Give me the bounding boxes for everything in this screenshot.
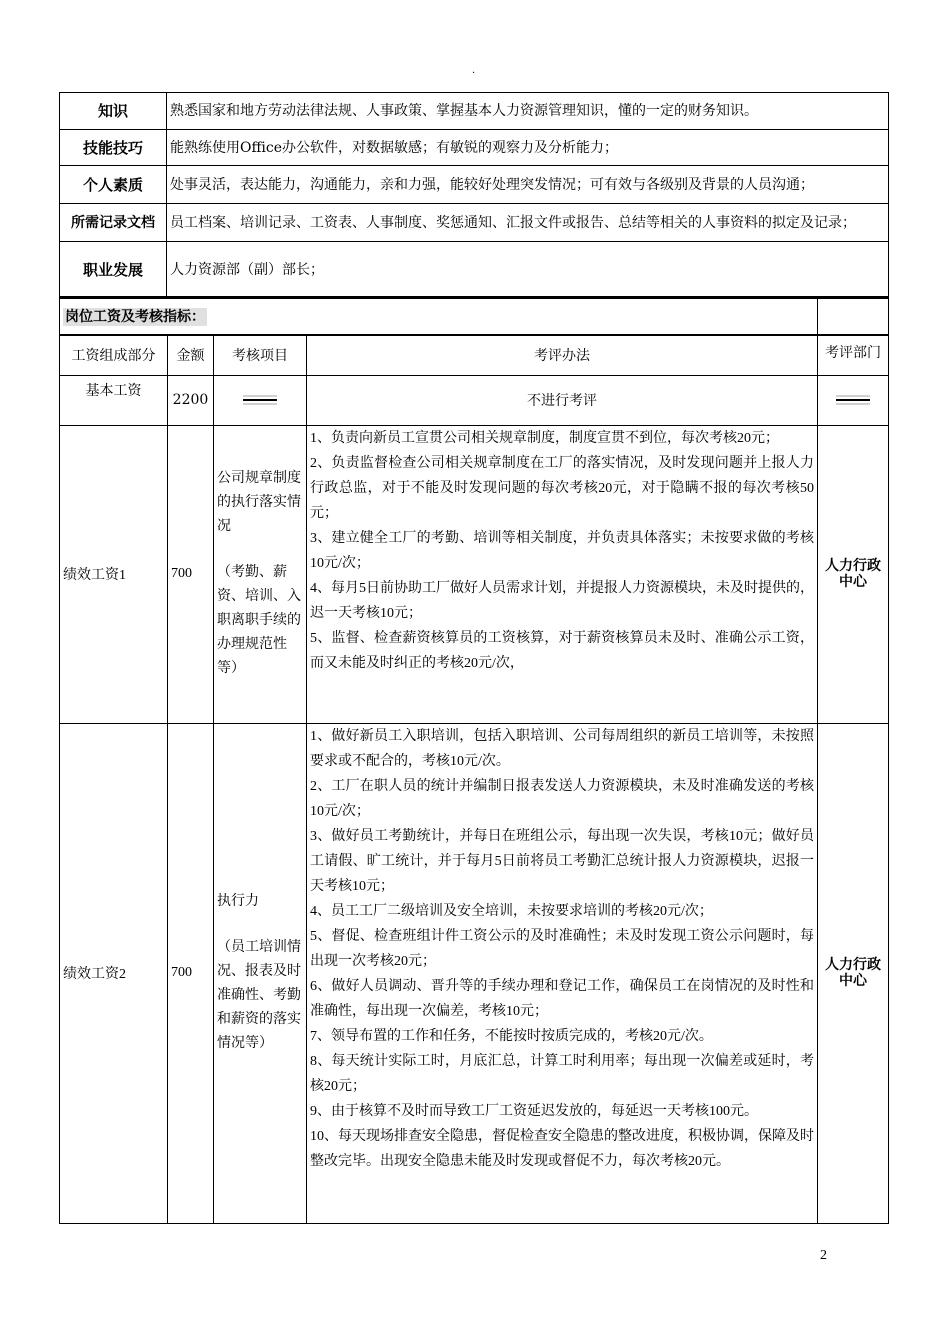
- table-header-row: [60, 335, 889, 375]
- criteria-item: 1、负责向新员工宣贯公司相关规章制度，制度宣贯不到位，每次考核20元；: [310, 430, 779, 446]
- criteria-item: 5、督促、检查班组计件工资公示的及时准确性；未及时发现工资公示问题时，每出现一次考核20元；: [310, 928, 814, 969]
- section-title-cell: [60, 297, 818, 335]
- perf2-amount: 700: [168, 723, 214, 1223]
- requirement-label: 职业发展: [60, 242, 167, 299]
- requirements-table: [59, 92, 889, 299]
- requirement-row: [60, 130, 889, 166]
- header-method: 考评办法: [307, 335, 818, 375]
- perf1-amount: 700: [168, 425, 214, 723]
- header-mark: ·: [472, 68, 476, 79]
- base-method: 不进行考评: [307, 375, 818, 425]
- page-number: 2: [820, 1248, 827, 1263]
- criteria-item: 2、负责监督检查公司相关规章制度在工厂的落实情况，及时发现问题并上报人力行政总监，对于不能及时发现问题的每次考核20元，对于隐瞒不报的每次考核50元；: [310, 455, 814, 521]
- requirement-value: 熟悉国家和地方劳动法律法规、人事政策、掌握基本人力资源管理知识，懂的一定的财务知识。: [167, 93, 889, 130]
- criteria-item: 3、建立健全工厂的考勤、培训等相关制度，并负责具体落实；未按要求做的考核10元/次；: [310, 530, 814, 571]
- requirement-row: [60, 166, 889, 204]
- header-amount: 金额: [168, 335, 214, 375]
- requirement-label: 知识: [60, 93, 167, 130]
- criteria-item: 2、工厂在职人员的统计并编制日报表发送人力资源模块，未及时准确发送的考核10元/次；: [310, 778, 814, 819]
- perf1-item-main: 公司规章制度的执行落实情况: [217, 471, 301, 534]
- perf1-row: [60, 425, 889, 723]
- no-dept-dash: [818, 375, 889, 425]
- requirement-value: 处事灵活，表达能力，沟通能力，亲和力强，能较好处理突发情况；可有效与各级别及背景的人员沟通；: [167, 166, 889, 204]
- criteria-item: 8、每天统计实际工时，月底汇总，计算工时利用率；每出现一次偏差或延时，考核20元；: [310, 1053, 814, 1094]
- requirement-label: 个人素质: [60, 166, 167, 204]
- header-component: 工资组成部分: [60, 335, 168, 375]
- perf2-dept: 人力行政中心: [818, 723, 889, 1223]
- base-amount: 2200: [168, 375, 214, 425]
- perf2-row: [60, 723, 889, 1223]
- header-item: 考核项目: [214, 335, 307, 375]
- requirement-value: 人力资源部（副）部长；: [167, 242, 889, 299]
- criteria-item: 6、做好人员调动、晋升等的手续办理和登记工作，确保员工在岗情况的及时性和准确性，每出现一次偏差，考核10元；: [310, 978, 814, 1019]
- criteria-item: 4、员工工厂二级培训及安全培训，未按要求培训的考核20元/次；: [310, 903, 713, 919]
- requirement-value: 能熟练使用Office办公软件，对数据敏感；有敏锐的观察力及分析能力；: [167, 130, 889, 166]
- requirement-label: 技能技巧: [60, 130, 167, 166]
- section-title: 岗位工资及考核指标：: [65, 309, 205, 325]
- criteria-item: 5、监督、检查薪资核算员的工资核算，对于薪资核算员未及时、准确公示工资，而又未能及时纠正的考核20元/次，: [310, 630, 814, 671]
- perf1-criteria: [307, 425, 818, 723]
- perf1-component: 绩效工资1: [60, 425, 168, 723]
- criteria-item: 4、每月5日前协助工厂做好人员需求计划，并提报人力资源模块，未及时提供的，迟一天考核10元；: [310, 580, 814, 621]
- requirement-row: [60, 242, 889, 299]
- no-item-dash: [214, 375, 307, 425]
- criteria-item: 9、由于核算不及时而导致工厂工资延迟发放的，每延迟一天考核100元。: [310, 1103, 758, 1119]
- perf2-item-main: 执行力: [217, 894, 259, 909]
- criteria-item: 7、领导布置的工作和任务，不能按时按质完成的，考核20元/次。: [310, 1028, 713, 1044]
- criteria-item: 3、做好员工考勤统计，并每日在班组公示，每出现一次失误，考核10元；做好员工请假、旷工统计，并于每月5日前将员工考勤汇总统计报人力资源模块，迟报一天考核10元；: [310, 828, 814, 894]
- perf2-item-sub: （员工培训情况、报表及时准确性、考勤和薪资的落实情况等）: [217, 940, 301, 1051]
- requirement-row: [60, 93, 889, 130]
- perf2-criteria: [307, 723, 818, 1223]
- base-salary-row: [60, 375, 889, 425]
- perf2-component: 绩效工资2: [60, 723, 168, 1223]
- section-title-row: [60, 297, 889, 335]
- criteria-item: 10、每天现场排查安全隐患，督促检查安全隐患的整改进度，积极协调，保障及时整改完毕。出现安全隐患未能及时发现或督促不力，每次考核20元。: [310, 1128, 814, 1169]
- perf2-item: [214, 723, 307, 1223]
- criteria-item: 1、做好新员工入职培训，包括入职培训、公司每周组织的新员工培训等，未按照要求或不配合的，考核10元/次。: [310, 728, 814, 769]
- perf1-item: [214, 425, 307, 723]
- requirement-row: [60, 204, 889, 242]
- header-dept: 考评部门: [818, 335, 889, 375]
- base-component: 基本工资: [60, 375, 168, 425]
- requirement-label: 所需记录文档: [60, 204, 167, 242]
- perf1-item-sub: （考勤、薪资、培训、入职离职手续的办理规范性等）: [217, 565, 301, 676]
- perf1-dept: 人力行政中心: [818, 425, 889, 723]
- requirement-value: 员工档案、培训记录、工资表、人事制度、奖惩通知、汇报文件或报告、总结等相关的人事资料的拟定及记录；: [167, 204, 889, 242]
- salary-table: [59, 296, 889, 1224]
